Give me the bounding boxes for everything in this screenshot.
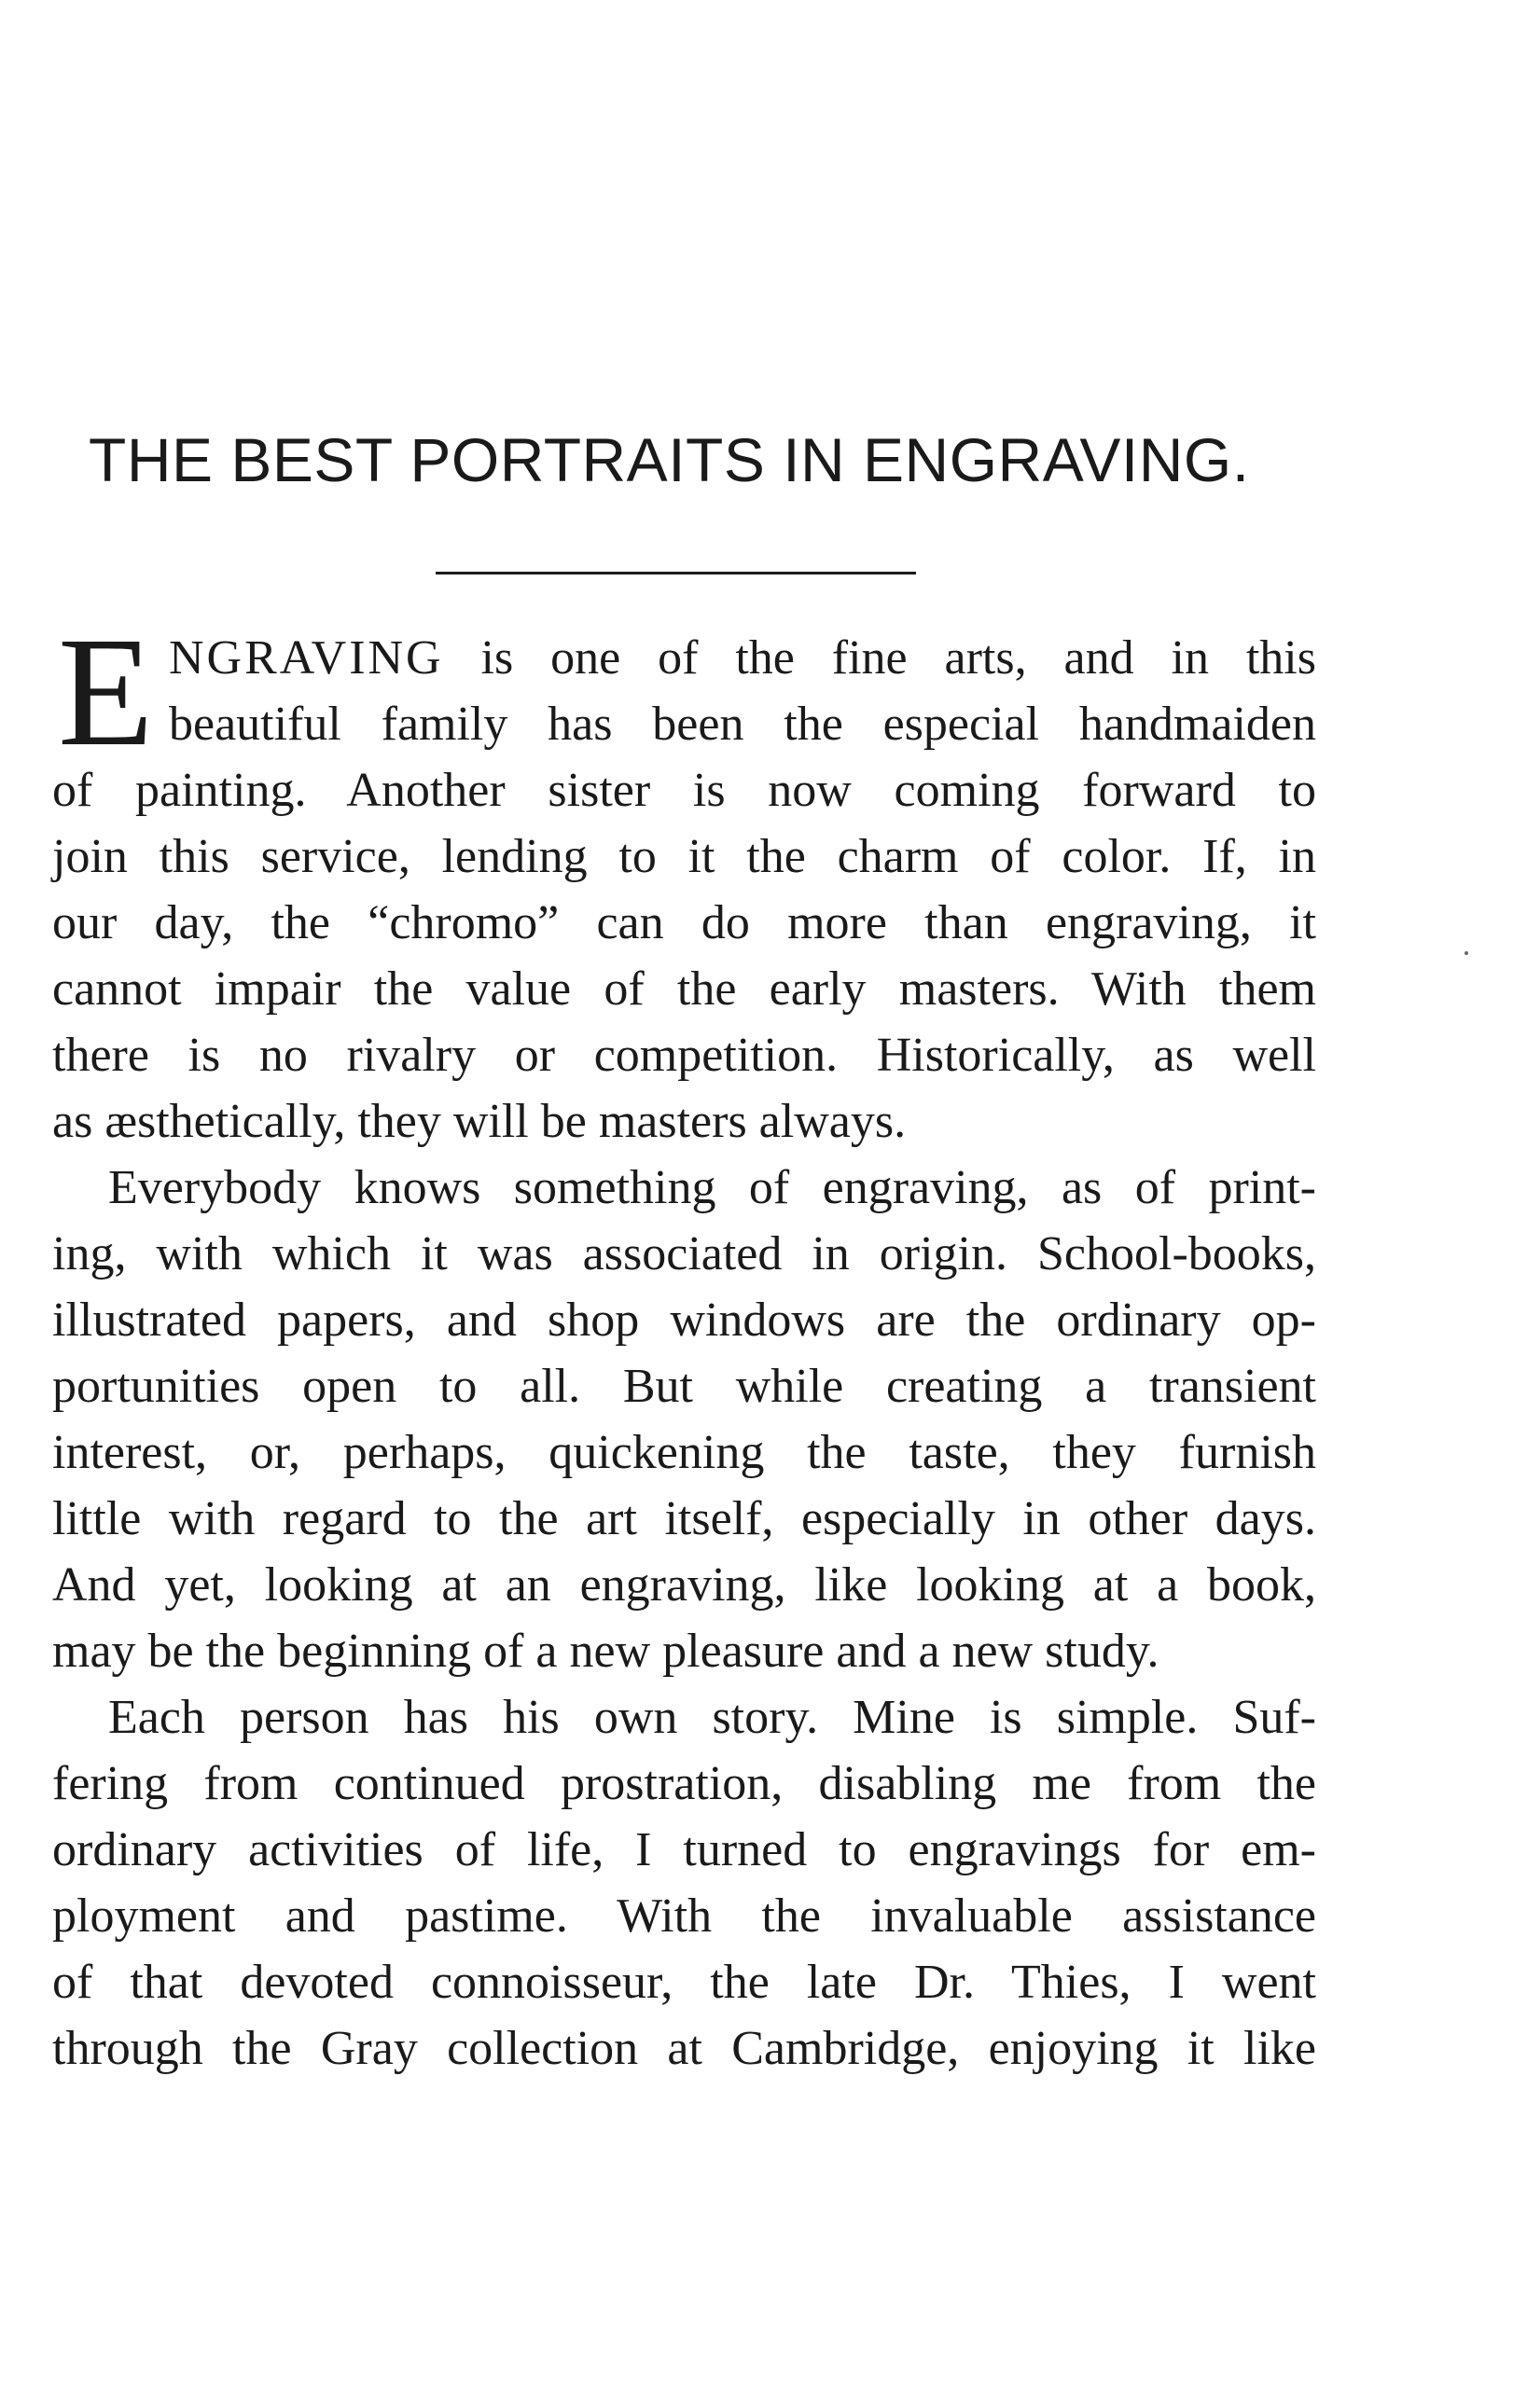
text-line: join this service, lending to it the charm of color. If, in: [52, 830, 1316, 883]
text-line: of painting. Another sister is now coming forward to: [52, 764, 1316, 817]
paragraph-1: [52, 605, 1316, 1155]
text-line: fering from continued prostration, disabling me from the: [52, 1757, 1316, 1810]
text-line: Everybody knows something of engraving, as of print-: [108, 1161, 1316, 1214]
text-line: And yet, looking at an engraving, like looking at a book,: [52, 1558, 1316, 1612]
text-line: little with regard to the art itself, especially in other days.: [52, 1492, 1316, 1545]
text-line: Each person has his own story. Mine is simple. Suf-: [108, 1691, 1316, 1744]
page-title: THE BEST PORTRAITS IN ENGRAVING.: [89, 425, 1250, 494]
text-line: beautiful family has been the especial handmaiden: [169, 698, 1316, 751]
title-divider: [436, 572, 916, 574]
text-line: there is no rivalry or competition. Historically, as well: [52, 1029, 1316, 1082]
text-line: illustrated papers, and shop windows are the ordinary op-: [52, 1294, 1316, 1347]
drop-cap: E: [58, 605, 154, 779]
text-line: ing, with which it was associated in origin. School-books,: [52, 1227, 1316, 1280]
text-line: our day, the “chromo” can do more than engraving, it: [52, 896, 1316, 949]
text-line: ordinary activities of life, I turned to engravings for em-: [52, 1823, 1316, 1876]
text-line: of that devoted connoisseur, the late Dr. Thies, I went: [52, 1956, 1316, 2009]
paragraph-2: [52, 1155, 1316, 1684]
first-word-rest: NGRAVING: [169, 631, 444, 685]
paragraph-3: [52, 1684, 1316, 2082]
text-line: [52, 625, 1316, 691]
body-text: [52, 605, 1316, 2082]
text-line: through the Gray collection at Cambridge, enjoying it like: [52, 2022, 1316, 2075]
text-line: portunities open to all. But while creating a transient: [52, 1360, 1316, 1413]
text-line: ployment and pastime. With the invaluable assistance: [52, 1889, 1316, 1943]
text-line-part: is one of the fine arts, and in this: [443, 631, 1316, 685]
page-speck: [1465, 951, 1468, 955]
text-line: interest, or, perhaps, quickening the taste, they furnish: [52, 1426, 1316, 1479]
text-line: as æsthetically, they will be masters always.: [52, 1095, 907, 1148]
text-line: may be the beginning of a new pleasure and a new study.: [52, 1625, 1159, 1678]
text-line: cannot impair the value of the early masters. With them: [52, 962, 1316, 1016]
